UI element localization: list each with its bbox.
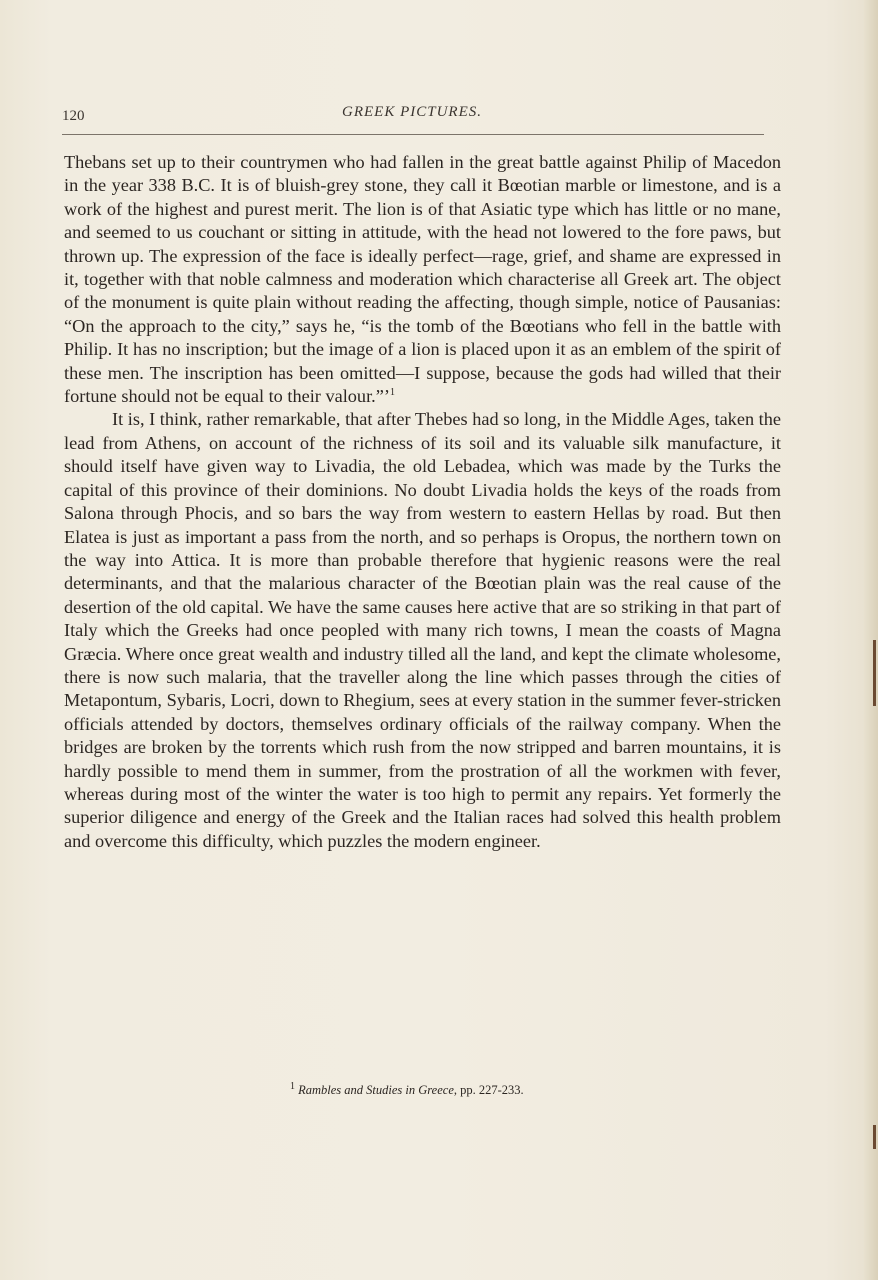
footnote-title: Rambles and Studies in Greece — [298, 1083, 454, 1097]
page-number: 120 — [62, 108, 85, 124]
margin-mark — [873, 1125, 876, 1149]
running-title: GREEK PICTURES. — [342, 104, 482, 120]
header-rule — [62, 134, 764, 135]
body-text — [64, 151, 781, 853]
footnote-reference: 1 — [389, 386, 395, 398]
footnote-marker: 1 — [290, 1080, 295, 1092]
paragraph: It is, I think, rather remarkable, that after Thebes had so long, in the Middle Ages, taken the lead from Athens, on account of the richness of its soil and its valuable silk manufacture, it should itself have given way to Livadia, the old Lebadea, which was made by the Turks the capital of this province of their dominions. No doubt Livadia holds the keys of the roads from Salona through Phocis, and so bars the way from western to eastern Hellas by road. But then Elatea is just as important a pass from the north, and so perhaps is Oropus, the northern town on the way into Attica. It is more than probable therefore that hygienic reasons were the real determinants, and that the malarious character of the Bœotian plain was the real cause of the desertion of the old capital. We have the same causes here active that are so striking in that part of Italy which the Greeks had once peopled with many rich towns, I mean the coasts of Magna Græcia. Where once great wealth and industry tilled all the land, and kept the climate wholesome, there is now such malaria, that the traveller along the line which passes through the cities of Metapontum, Sybaris, Locri, down to Rhegium, sees at every station in the summer fever-stricken officials attended by doctors, themselves ordinary officials of the railway company. When the bridges are broken by the torrents which rush from the now stripped and barren mountains, it is hardly possible to mend them in summer, from the prostration of all the workmen with fever, whereas during most of the winter the water is too high to permit any repairs. Yet formerly the superior diligence and energy of the Greek and the Italian races had solved this health problem and overcome this difficulty, which puzzles the modern engineer. — [64, 409, 782, 851]
paragraph — [64, 151, 781, 408]
footnote-pages: , pp. 227-233. — [453, 1083, 524, 1097]
margin-mark — [873, 640, 876, 706]
paragraph-text: Thebans set up to their countrymen who had fallen in the great battle against Philip of Macedon in the year 338 B.C. It is of bluish-grey stone, they call it Bœotian marble or limestone, and is a work of the highest and purest merit. The lion is of that Asiatic type which has little or no mane, and seemed to us couchant or sitting in attitude, with the head not lowered to the fore paws, but thrown up. The expression of the face is ideally perfect—rage, grief, and shame are expressed in it, together with that noble calmness and moderation which characterise all Greek art. The object of the monument is quite plain without reading the affecting, though simple, notice of Pausanias: “On the approach to the city,” says he, “is the tomb of the Bœotians who fell in the battle with Philip. It has no inscription; but the image of a lion is placed upon it as an emblem of the spirit of these men. The inscription has been omitted—I suppose, because the gods had willed that their fortune should not be equal to their valour.”’ — [64, 152, 781, 407]
page-header — [62, 104, 762, 128]
footnote — [290, 1080, 524, 1098]
